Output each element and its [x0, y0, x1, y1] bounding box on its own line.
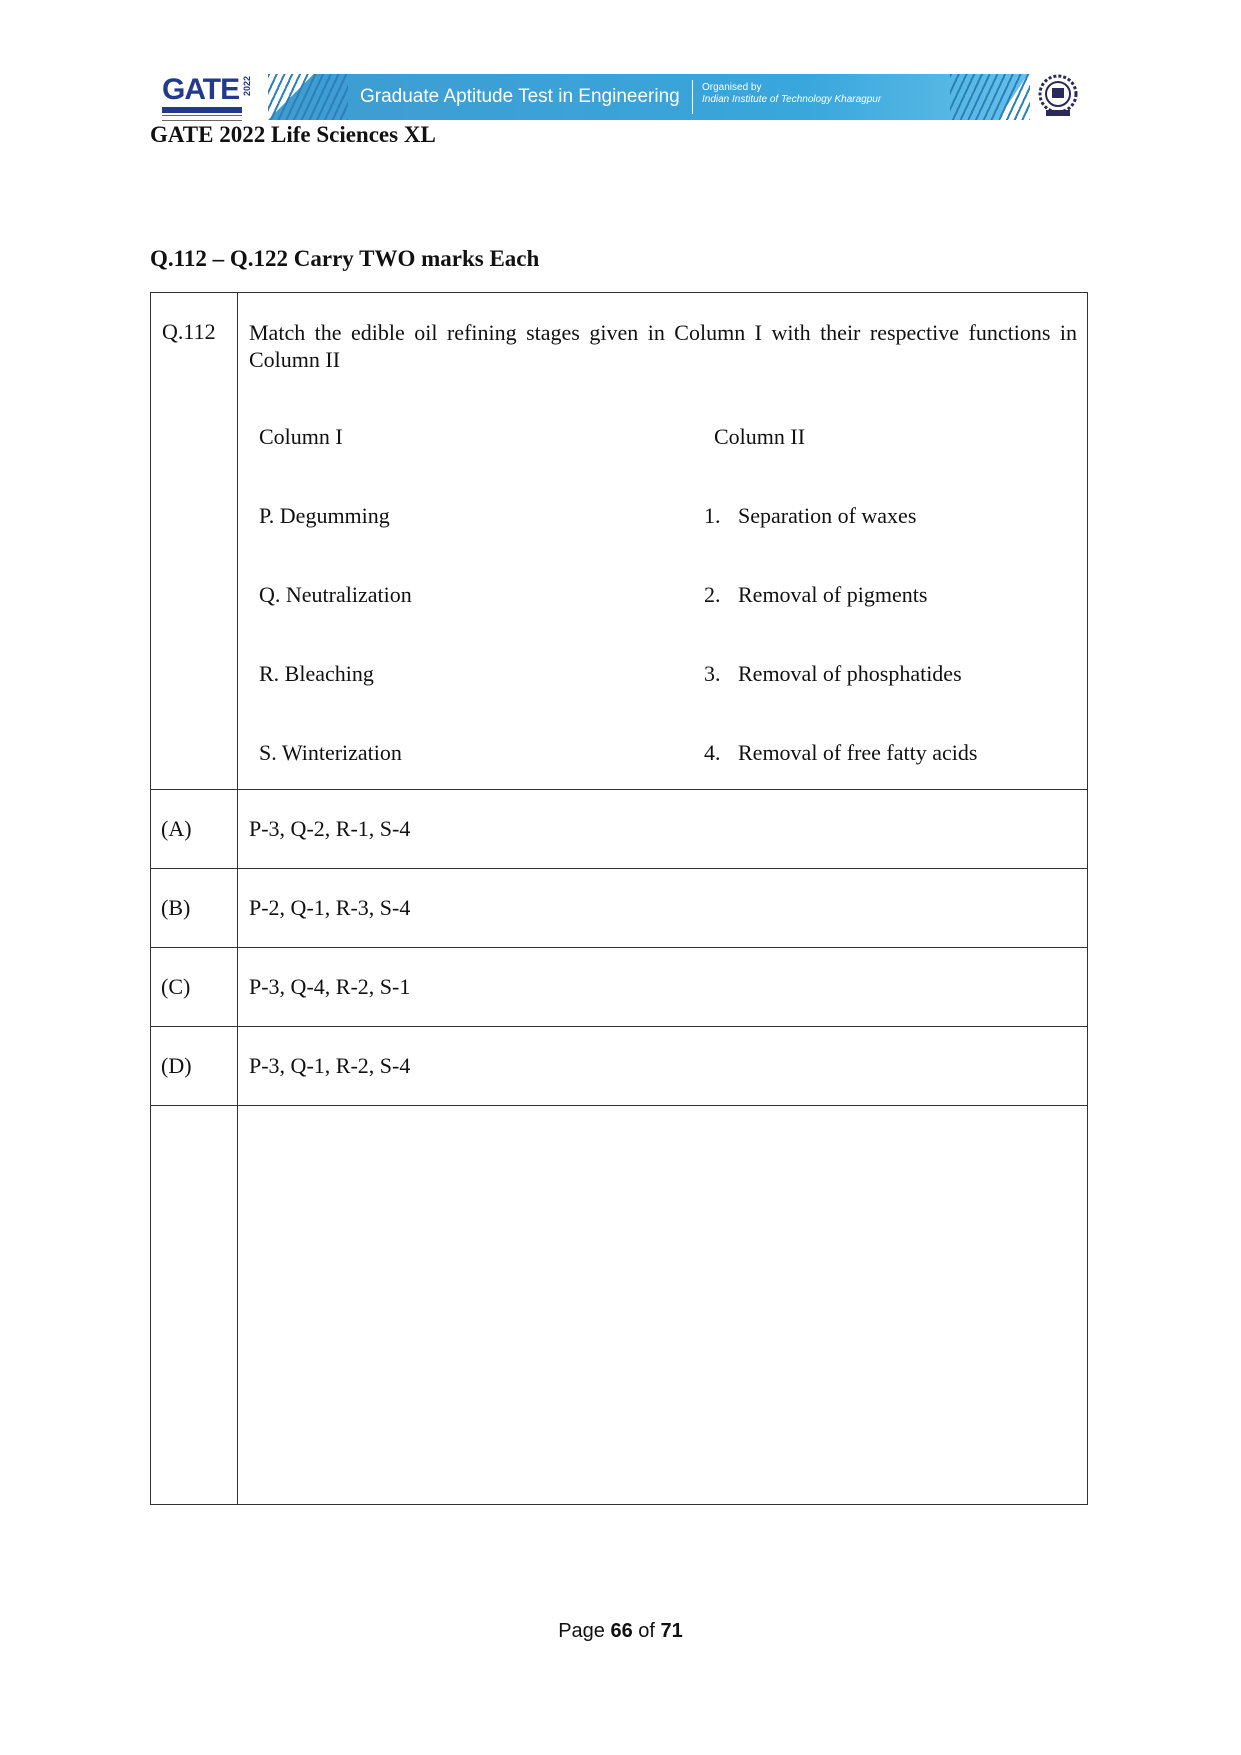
banner-divider	[692, 80, 693, 114]
column-1-item: P. Degumming	[259, 503, 390, 528]
gate-logo-year: 2022	[242, 76, 252, 97]
column-1-item: S. Winterization	[259, 740, 402, 765]
column-1-item: Q. Neutralization	[259, 582, 412, 607]
section-title: Q.112 – Q.122 Carry TWO marks Each	[150, 246, 540, 271]
question-table	[150, 292, 1088, 1505]
blank-answer-row	[151, 1106, 1088, 1505]
column-2-item-number: 2.	[704, 582, 721, 607]
question-row	[151, 293, 1088, 790]
page-word: Page	[558, 1620, 605, 1642]
gate-logo-text: GATE	[162, 73, 240, 106]
option-label: (A)	[151, 790, 238, 869]
option-label: (D)	[151, 1027, 238, 1106]
column-2-item: Removal of pigments	[738, 582, 928, 607]
current-page-number: 66	[610, 1620, 633, 1642]
total-pages-number: 71	[660, 1620, 683, 1642]
question-body	[238, 293, 1088, 790]
option-label: (C)	[151, 948, 238, 1027]
page-footer	[0, 1620, 1241, 1643]
gate-logo	[160, 74, 260, 120]
column-2-item-number: 1.	[704, 503, 721, 528]
option-row-c	[151, 948, 1088, 1027]
document-title: GATE 2022 Life Sciences XL	[150, 122, 436, 147]
option-label: (B)	[151, 869, 238, 948]
option-row-b	[151, 869, 1088, 948]
option-text: P-3, Q-4, R-2, S-1	[238, 948, 1088, 1027]
column-2-item: Removal of free fatty acids	[738, 740, 978, 765]
gate-logo-subtext	[162, 115, 242, 121]
question-text: Match the edible oil refining stages given in Column I with their respective functions in Column II	[249, 320, 1077, 372]
question-number: Q.112	[151, 293, 238, 790]
column-2-item-number: 3.	[704, 661, 721, 686]
option-row-d	[151, 1027, 1088, 1106]
option-text: P-2, Q-1, R-3, S-4	[238, 869, 1088, 948]
blank-cell-right	[238, 1106, 1088, 1505]
column-2-item-number: 4.	[704, 740, 721, 765]
banner-hatch-right	[950, 74, 1030, 120]
column-1-item: R. Bleaching	[259, 661, 374, 686]
banner-hatch-left	[268, 74, 348, 120]
banner-title: Graduate Aptitude Test in Engineering	[360, 86, 680, 107]
organised-by-label: Organised by	[702, 82, 762, 93]
column-2-item: Separation of waxes	[738, 503, 917, 528]
column-2-header: Column II	[714, 424, 806, 449]
option-row-a	[151, 790, 1088, 869]
gate-logo-strip	[162, 107, 242, 113]
header-banner	[160, 72, 1080, 122]
iit-emblem-icon	[1036, 72, 1080, 120]
option-text: P-3, Q-2, R-1, S-4	[238, 790, 1088, 869]
blank-cell-left	[151, 1106, 238, 1505]
organiser-name: Indian Institute of Technology Kharagpur	[702, 94, 882, 105]
option-text: P-3, Q-1, R-2, S-4	[238, 1027, 1088, 1106]
column-1-header: Column I	[259, 424, 343, 449]
of-word: of	[638, 1620, 655, 1642]
banner-organiser	[702, 82, 881, 106]
column-2-item: Removal of phosphatides	[738, 661, 962, 686]
